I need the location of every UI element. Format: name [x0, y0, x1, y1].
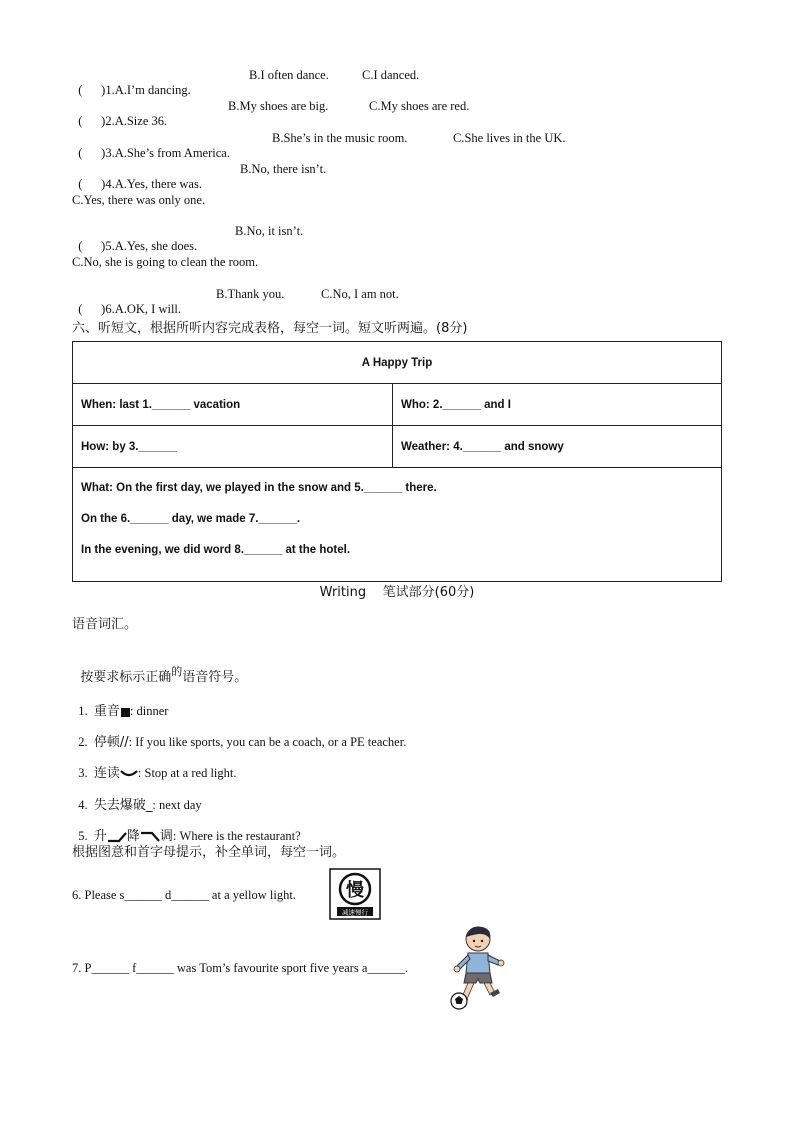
- sign-character: 慢: [346, 880, 364, 901]
- question-4-option-b: B.No, there isn’t.: [240, 162, 327, 176]
- phonics-item-2-number: 2.: [78, 735, 88, 749]
- phonics-item-5-text: : Where is the restaurant?: [172, 829, 301, 843]
- phonics-item-5-number: 5.: [78, 829, 88, 843]
- question-5: [72, 224, 197, 254]
- slow-down-sign-image: [329, 868, 381, 920]
- boy-playing-football-image: [446, 925, 508, 1011]
- question-2: [72, 99, 167, 129]
- phonics-item-2-text: : If you like sports, you can be a coach, or a PE teacher.: [128, 735, 407, 749]
- table-what-line-1: What: On the first day, we played in the snow and 5.______ there.: [81, 482, 437, 494]
- question-1-option-a: A.I’m dancing.: [114, 83, 191, 97]
- table-cell-weather: Weather: 4.______ and snowy: [393, 426, 722, 468]
- question-6-option-c: C.No, I am not.: [321, 287, 399, 301]
- phonics-title: 语音词汇。: [72, 617, 138, 632]
- section-6-title: 六、听短文，根据所听内容完成表格，每空一词。短文听两遍。(8分): [72, 321, 468, 336]
- phonics-item-1-text: : dinner: [129, 704, 169, 718]
- phonics-instruction: [72, 651, 247, 685]
- question-5-option-c: C.No, she is going to clean the room.: [72, 255, 259, 269]
- phonics-item-1: [72, 685, 168, 719]
- question-5-option-a: A.Yes, she does.: [114, 239, 198, 253]
- question-1-number: ( )1.: [78, 83, 115, 97]
- question-4: [72, 162, 202, 192]
- phonics-item-4-number: 4.: [78, 798, 88, 812]
- table-what-line-2: On the 6.______ day, we made 7.______.: [81, 513, 301, 525]
- happy-trip-table: [72, 341, 722, 582]
- phonics-item-4: [72, 779, 202, 813]
- question-6-vocab: 6. Please s______ d______ at a yellow light.: [72, 888, 296, 902]
- liaison-arc-icon: [120, 769, 138, 779]
- phonics-item-1-label: 重音: [93, 704, 120, 719]
- table-cell-how: How: by 3.______: [73, 426, 393, 468]
- question-3: [72, 131, 230, 161]
- phonics-item-4-text: : next day: [152, 798, 202, 812]
- question-7-vocab: 7. P______ f______ was Tom’s favourite sport five years a______.: [72, 961, 408, 975]
- phonics-item-3-label: 连读: [93, 766, 120, 781]
- question-4-option-a: A.Yes, there was.: [114, 177, 202, 191]
- question-4-number: ( )4.: [78, 177, 115, 191]
- phonics-item-5: [72, 810, 301, 844]
- phonics-instruction-superscript: 的: [171, 665, 183, 678]
- question-2-option-a: A.Size 36.: [114, 114, 168, 128]
- phonics-item-2: [72, 716, 406, 750]
- phonics-item-3-number: 3.: [78, 766, 88, 780]
- phonics-item-3: [72, 747, 237, 781]
- table-title: A Happy Trip: [73, 342, 722, 384]
- phonics-item-5-label-rise: 升: [93, 829, 107, 844]
- question-3-option-a: A.She’s from America.: [114, 146, 230, 160]
- question-2-option-b: B.My shoes are big.: [228, 99, 329, 113]
- question-1: [72, 68, 191, 98]
- phonics-instruction-part-a: 按要求标示正确: [80, 670, 172, 685]
- question-3-number: ( )3.: [78, 146, 115, 160]
- question-3-option-b: B.She’s in the music room.: [272, 131, 408, 145]
- question-5-option-b: B.No, it isn’t.: [235, 224, 304, 238]
- phonics-item-1-number: 1.: [78, 704, 88, 718]
- question-2-option-c: C.My shoes are red.: [369, 99, 470, 113]
- phonics-item-5-label-fall: 降: [126, 829, 140, 844]
- question-6-option-b: B.Thank you.: [216, 287, 285, 301]
- question-1-option-c: C.I danced.: [362, 68, 420, 82]
- question-5-number: ( )5.: [78, 239, 115, 253]
- question-1-option-b: B.I often dance.: [249, 68, 329, 82]
- table-cell-what: [73, 468, 722, 582]
- question-6-option-a: A.OK, I will.: [114, 302, 182, 316]
- writing-heading: Writing 笔试部分(60分): [319, 585, 475, 600]
- sign-caption: 减速慢行: [342, 908, 368, 917]
- question-6: [72, 287, 181, 317]
- phonics-item-4-label: 失去爆破_: [93, 798, 153, 813]
- table-what-line-3: In the evening, we did word 8.______ at the hotel.: [81, 544, 351, 556]
- question-3-option-c: C.She lives in the UK.: [453, 131, 566, 145]
- question-4-option-c: C.Yes, there was only one.: [72, 193, 206, 207]
- table-cell-when: When: last 1.______ vacation: [73, 384, 393, 426]
- question-2-number: ( )2.: [78, 114, 115, 128]
- phonics-instruction-part-b: 语音符号。: [182, 670, 248, 685]
- phonics-item-2-label: 停顿//: [93, 735, 129, 750]
- phonics-item-5-label-tone: 调: [159, 829, 173, 844]
- phonics-item-3-text: : Stop at a red light.: [137, 766, 237, 780]
- table-cell-who: Who: 2.______ and I: [393, 384, 722, 426]
- vocab-instruction: 根据图意和首字母提示，补全单词，每空一词。: [72, 845, 346, 860]
- question-6-number: ( )6.: [78, 302, 115, 316]
